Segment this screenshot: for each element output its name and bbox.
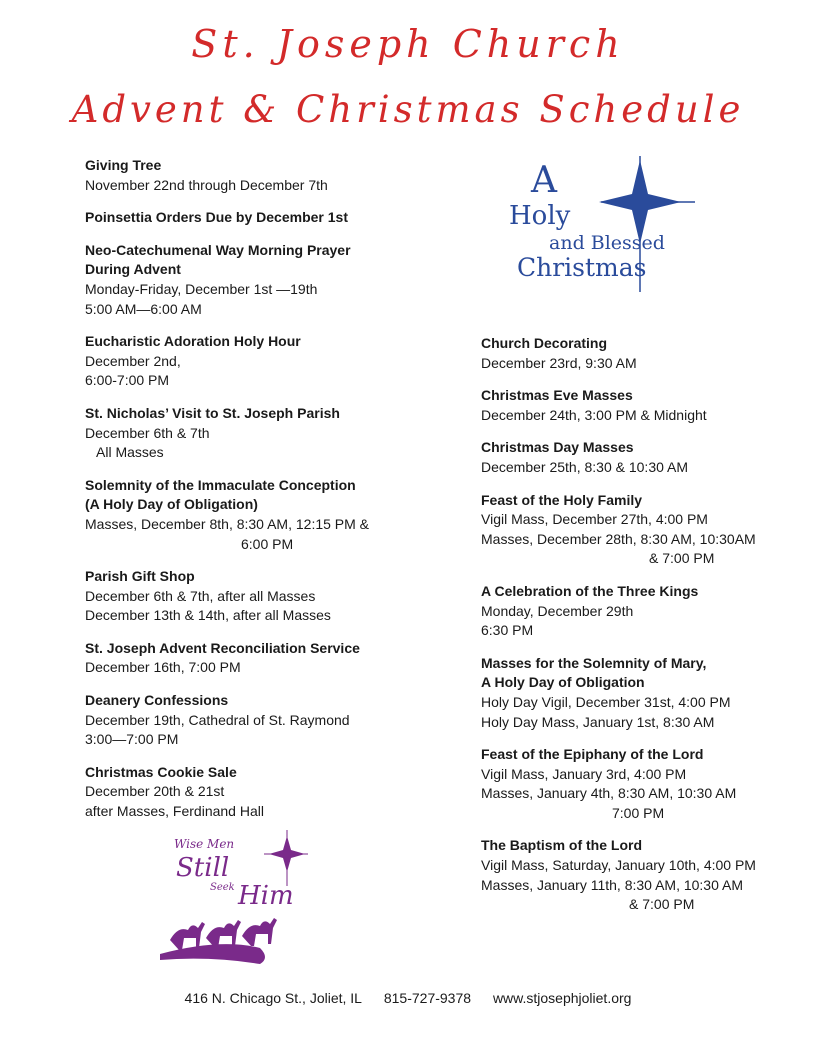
event-christmas-day-masses — [481, 438, 811, 477]
event-immaculate-conception — [85, 476, 395, 554]
event-detail: December 24th, 3:00 PM & Midnight — [481, 406, 707, 423]
holy-blessed-christmas-logo — [505, 152, 725, 302]
star-icon — [264, 830, 308, 886]
event-poinsettia-orders — [85, 208, 395, 228]
event-heading: Poinsettia Orders Due by December 1st — [85, 209, 348, 226]
event-three-kings — [481, 582, 811, 641]
event-detail: December 6th & 7th — [85, 424, 210, 441]
event-detail: Vigil Mass, Saturday, January 10th, 4:00 PM — [481, 857, 756, 874]
event-detail: after Masses, Ferdinand Hall — [85, 803, 264, 820]
event-detail: 7:00 PM — [612, 804, 665, 821]
event-detail: Monday-Friday, December 1st —19th — [85, 280, 318, 297]
event-heading: Solemnity of the Immaculate Conception — [85, 476, 356, 493]
event-heading: Neo-Catechumenal Way Morning Prayer — [85, 241, 351, 258]
event-heading: Deanery Confessions — [85, 692, 229, 709]
event-detail: Vigil Mass, January 3rd, 4:00 PM — [481, 765, 687, 782]
contact-footer — [0, 990, 816, 1006]
event-detail: & 7:00 PM — [649, 550, 715, 567]
event-cookie-sale — [85, 763, 395, 822]
event-solemnity-of-mary — [481, 654, 811, 732]
event-heading: Christmas Eve Masses — [481, 387, 633, 404]
camels-silhouette-icon — [160, 918, 277, 964]
event-heading: The Baptism of the Lord — [481, 837, 642, 854]
event-detail: Holy Day Vigil, December 31st, 4:00 PM — [481, 693, 731, 710]
event-heading: St. Nicholas’ Visit to St. Joseph Parish — [85, 404, 340, 421]
event-detail: Holy Day Mass, January 1st, 8:30 AM — [481, 713, 715, 730]
church-name-title: St. Joseph Church — [191, 22, 625, 66]
event-detail: November 22nd through December 7th — [85, 176, 328, 193]
footer-address: 416 N. Chicago St., Joliet, IL — [184, 990, 362, 1006]
event-epiphany — [481, 745, 811, 823]
event-detail: & 7:00 PM — [629, 896, 695, 913]
event-heading: During Advent — [85, 261, 181, 278]
event-detail: 5:00 AM—6:00 AM — [85, 300, 202, 317]
event-heading: Parish Gift Shop — [85, 568, 195, 585]
left-schedule-column — [85, 156, 395, 835]
event-detail: December 6th & 7th, after all Masses — [85, 587, 316, 604]
logo-line-holy: Holy — [509, 201, 571, 231]
event-detail: December 19th, Cathedral of St. Raymond — [85, 711, 350, 728]
event-heading: A Celebration of the Three Kings — [481, 582, 699, 599]
schedule-title: Advent & Christmas Schedule — [71, 88, 745, 131]
event-reconciliation-service — [85, 639, 395, 678]
wise-men-still-seek-him-logo — [160, 828, 310, 968]
event-detail: Masses, January 11th, 8:30 AM, 10:30 AM — [481, 876, 743, 893]
event-detail: December 16th, 7:00 PM — [85, 659, 241, 676]
event-detail: 6:00-7:00 PM — [85, 372, 170, 389]
event-holy-family — [481, 491, 811, 569]
event-heading: Christmas Day Masses — [481, 439, 634, 456]
event-morning-prayer — [85, 241, 395, 319]
logo-line-christmas: Christmas — [517, 253, 647, 282]
event-detail: December 23rd, 9:30 AM — [481, 354, 637, 371]
event-detail: 6:30 PM — [481, 622, 534, 639]
event-heading: St. Joseph Advent Reconciliation Service — [85, 639, 360, 656]
logo-line-and-blessed: and Blessed — [549, 232, 665, 254]
footer-website[interactable]: www.stjosephjoliet.org — [492, 990, 632, 1006]
event-detail: December 2nd, — [85, 352, 181, 369]
event-detail: Masses, December 8th, 8:30 AM, 12:15 PM & — [85, 515, 370, 532]
footer-phone: 815-727-9378 — [383, 990, 472, 1006]
logo-line-wise-men: Wise Men — [174, 837, 235, 851]
event-heading: Masses for the Solemnity of Mary, — [481, 654, 707, 671]
event-heading: Eucharistic Adoration Holy Hour — [85, 333, 301, 350]
event-detail: 6:00 PM — [241, 535, 294, 552]
event-detail: December 13th & 14th, after all Masses — [85, 607, 331, 624]
event-detail: Vigil Mass, December 27th, 4:00 PM — [481, 511, 708, 528]
logo-line-a: A — [531, 160, 557, 201]
event-st-nicholas-visit — [85, 404, 395, 463]
event-heading: Giving Tree — [85, 157, 162, 173]
logo-line-seek: Seek — [210, 882, 235, 893]
event-deanery-confessions — [85, 691, 395, 750]
event-heading: Church Decorating — [481, 335, 608, 351]
event-detail: All Masses — [96, 444, 164, 461]
event-heading: Christmas Cookie Sale — [85, 763, 237, 780]
right-schedule-column — [481, 334, 811, 928]
event-eucharistic-adoration — [85, 332, 395, 391]
event-church-decorating — [481, 334, 811, 373]
event-heading: A Holy Day of Obligation — [481, 674, 645, 691]
event-heading: Feast of the Epiphany of the Lord — [481, 746, 704, 763]
logo-line-still: Still — [176, 853, 230, 883]
event-parish-gift-shop — [85, 567, 395, 626]
logo-line-him: Him — [238, 881, 294, 911]
event-baptism-of-the-lord — [481, 836, 811, 914]
event-detail: December 25th, 8:30 & 10:30 AM — [481, 458, 689, 475]
event-detail: December 20th & 21st — [85, 783, 225, 800]
event-christmas-eve-masses — [481, 386, 811, 425]
event-giving-tree — [85, 156, 395, 195]
event-detail: Masses, December 28th, 8:30 AM, 10:30AM — [481, 530, 756, 547]
event-heading: (A Holy Day of Obligation) — [85, 496, 258, 513]
event-heading: Feast of the Holy Family — [481, 491, 643, 508]
event-detail: Monday, December 29th — [481, 602, 634, 619]
event-detail: 3:00—7:00 PM — [85, 731, 179, 748]
event-detail: Masses, January 4th, 8:30 AM, 10:30 AM — [481, 785, 737, 802]
